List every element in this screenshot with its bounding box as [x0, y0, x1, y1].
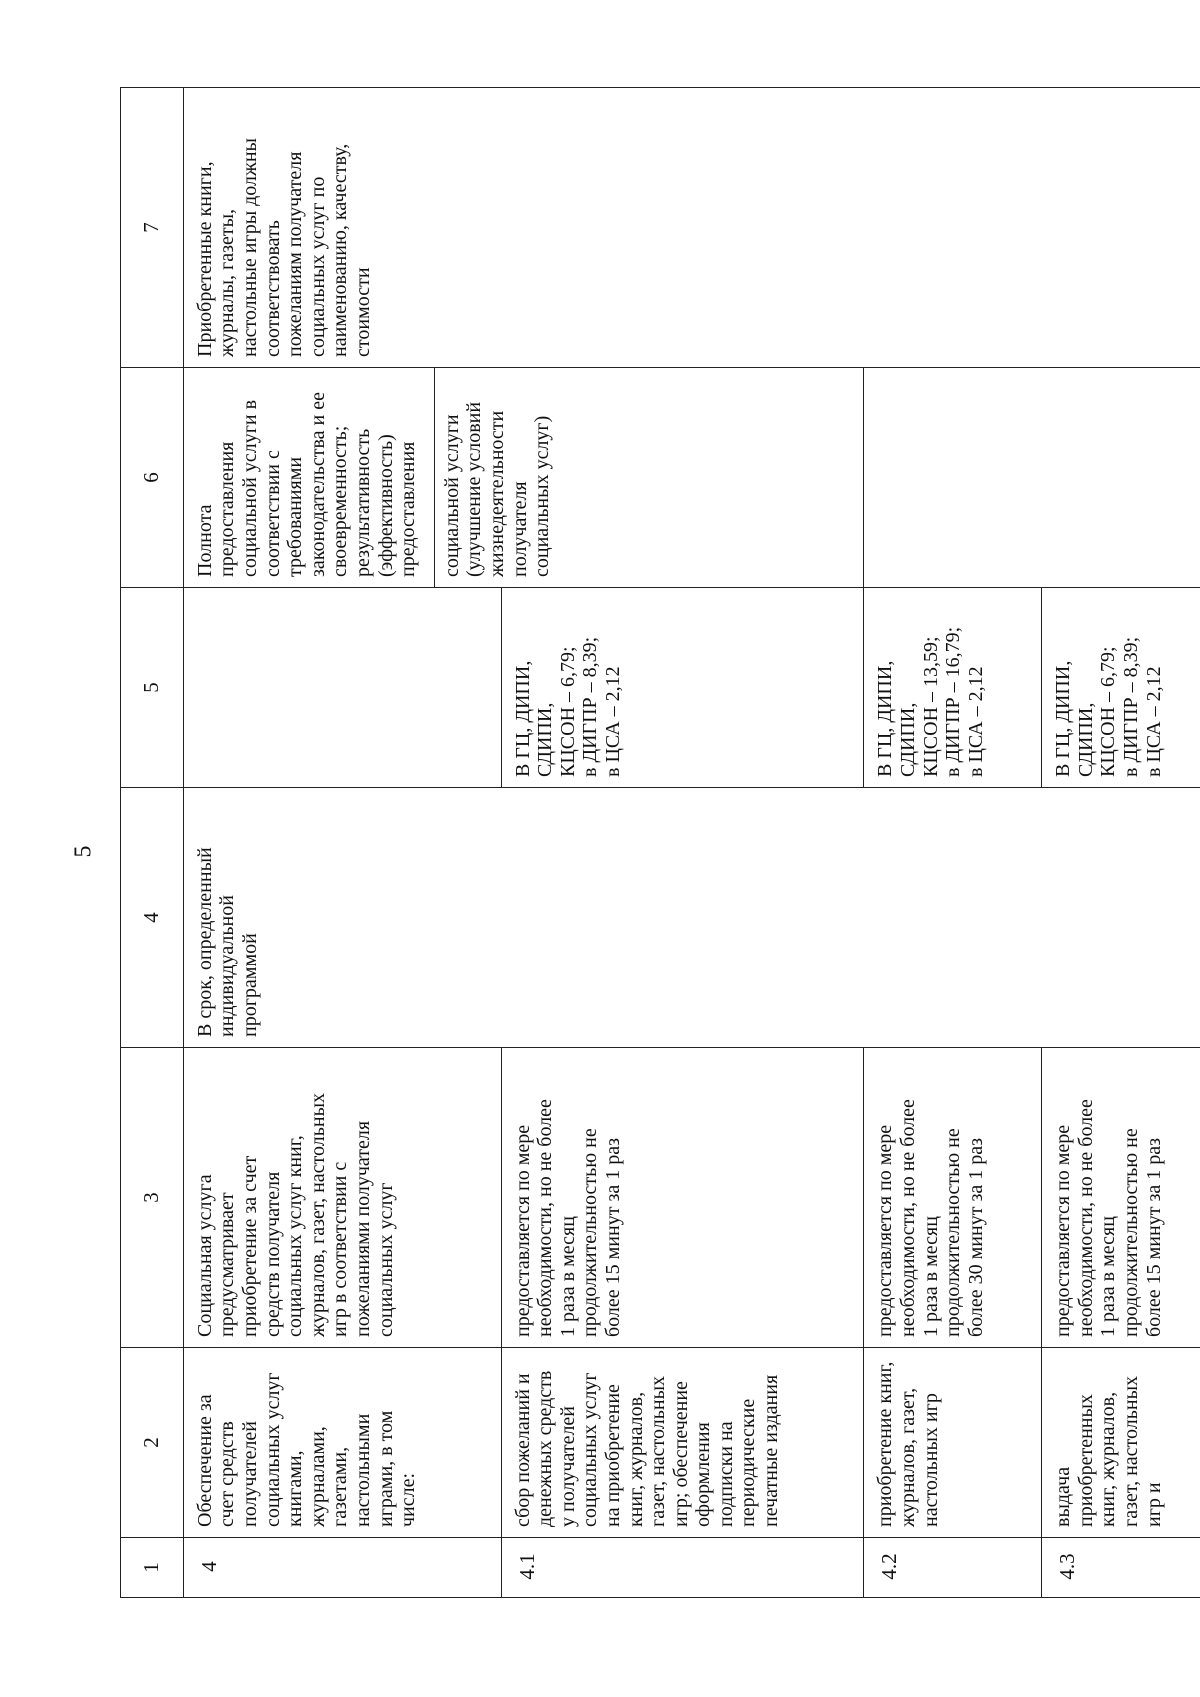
header-cell: 6 — [121, 368, 184, 588]
quality-indicators-top: Полнота предоставления социальной услуги в соответствии с требованиями законодательства и ее своевременность; результативность (эффективность) предоставления — [193, 392, 420, 577]
empty-cell — [864, 368, 1200, 588]
header-cell: 1 — [121, 1538, 184, 1598]
header-cell: 5 — [121, 588, 184, 788]
service-description: предоставляется по мере необходимости, но не более 1 раза в месяц продолжительностью не более 30 минут за 1 раз — [864, 1048, 1042, 1348]
header-cell: 3 — [121, 1048, 184, 1348]
header-cell: 4 — [121, 788, 184, 1048]
services-table — [120, 87, 1200, 1598]
service-tariff — [183, 588, 501, 788]
table-row — [183, 88, 501, 1598]
service-name: выдача приобретенных книг, журналов, газет, настольных игр и — [1042, 1348, 1200, 1538]
service-description: Социальная услуга предусматривает приобретение за счет средств получателя социальных услуг книг, журналов, газет, настольных игр в соответствии с пожеланиями получателя социальных услуг — [183, 1048, 501, 1348]
service-tariff: В ГЦ, ДИПИ, СДИПИ, КЦСОН – 6,79; в ДИГПР – 8,39; в ЦСА – 2,12 — [1042, 588, 1200, 788]
row-number: 4.2 — [864, 1538, 1042, 1598]
service-tariff: В ГЦ, ДИПИ, СДИПИ, КЦСОН – 13,59; в ДИГПР – 16,79; в ЦСА – 2,12 — [864, 588, 1042, 788]
service-conditions: Приобретенные книги, журналы, газеты, настольные игры должны соответствовать пожеланиям получателя социальных услуг по наименованию, качеству, стоимости — [183, 88, 1200, 368]
rotated-table-frame — [120, 88, 1200, 1598]
row-number: 4.3 — [1042, 1538, 1200, 1598]
page-number: 5 — [70, 845, 97, 858]
service-description: предоставляется по мере необходимости, но не более 1 раза в месяц продолжительностью не более 15 минут за 1 раз — [501, 1048, 864, 1348]
service-tariff: В ГЦ, ДИПИ, СДИПИ, КЦСОН – 6,79; в ДИГПР – 8,39; в ЦСА – 2,12 — [501, 588, 864, 788]
service-name: приобретение книг, журналов, газет, настольных игр — [864, 1348, 1042, 1538]
row-number: 4.1 — [501, 1538, 864, 1598]
table-header-row — [121, 88, 184, 1598]
row-number: 4 — [183, 1538, 501, 1598]
header-cell: 2 — [121, 1348, 184, 1538]
quality-indicators — [183, 368, 863, 588]
service-description: предоставляется по мере необходимости, но не более 1 раза в месяц продолжительностью не более 15 минут за 1 раз — [1042, 1048, 1200, 1348]
quality-indicators-bottom: социальной услуги (улучшение условий жизнедеятельности получателя социальных услуг) — [434, 368, 554, 587]
service-term: В срок, определенный индивидуальной программой — [183, 788, 1200, 1048]
header-cell: 7 — [121, 88, 184, 368]
service-name: сбор пожеланий и денежных средств у получателей социальных услуг на приобретение книг, журналов, газет, настольных игр; обеспечение оформления подписки на периодические печатные издания — [501, 1348, 864, 1538]
service-name: Обеспечение за счет средств получателей социальных услуг книгами, журналами, газетами, настольными играми, в том числе: — [183, 1348, 501, 1538]
